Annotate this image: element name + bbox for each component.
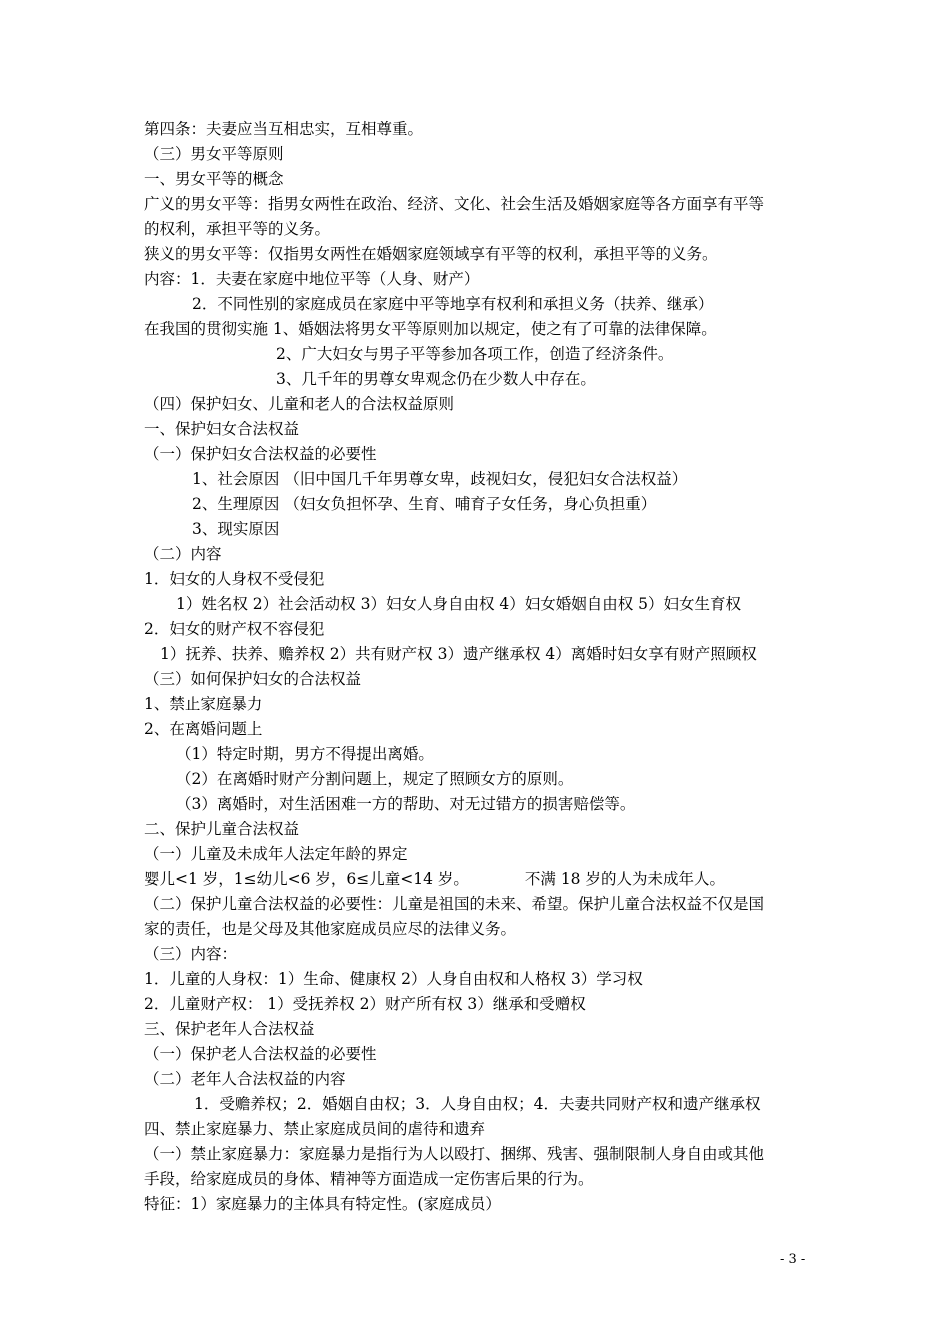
violence-definition-line-1: （一）禁止家庭暴力：家庭暴力是指行为人以殴打、捆绑、残害、强制限制人身自由或其他 bbox=[144, 1145, 765, 1163]
elderly-rights-list: 1．受赡养权；2．婚姻自由权；3．人身自由权；4．夫妻共同财产权和遗产继承权 bbox=[194, 1095, 761, 1113]
property-rights-heading: 2．妇女的财产权不容侵犯 bbox=[144, 620, 325, 638]
minor-definition: 不满 18 岁的人为未成年人。 bbox=[524, 870, 725, 888]
children-content-heading: （三）内容： bbox=[144, 945, 238, 963]
violence-definition-line-2: 手段，给家庭成员的身体、精神等方面造成一定伤害后果的行为。 bbox=[144, 1170, 594, 1188]
personal-rights-heading: 1．妇女的人身权不受侵犯 bbox=[144, 570, 325, 588]
page-number: - 3 - bbox=[780, 1252, 806, 1267]
section-4-heading: （四）保护妇女、儿童和老人的合法权益原则 bbox=[144, 395, 455, 413]
subheading-concept: 一、男女平等的概念 bbox=[144, 170, 284, 188]
divorce-item-2: （2）在离婚时财产分割问题上，规定了照顾女方的原则。 bbox=[176, 770, 574, 788]
broad-definition-line-2: 的权利，承担平等的义务。 bbox=[144, 220, 331, 238]
broad-definition-line-1: 广义的男女平等：指男女两性在政治、经济、文化、社会生活及婚姻家庭等各方面享有平等 bbox=[144, 195, 765, 213]
divorce-item-3: （3）离婚时，对生活困难一方的帮助、对无过错方的损害赔偿等。 bbox=[176, 795, 636, 813]
divorce-issue-heading: 2、在离婚问题上 bbox=[144, 720, 263, 738]
divorce-item-1: （1）特定时期，男方不得提出离婚。 bbox=[176, 745, 434, 763]
children-necessity-line-2: 家的责任，也是父母及其他家庭成员应尽的法律义务。 bbox=[144, 920, 517, 938]
age-ranges: 婴儿<1 岁，1≤幼儿<6 岁，6≤儿童<14 岁。 bbox=[144, 870, 469, 888]
article-4-line: 第四条：夫妻应当互相忠实，互相尊重。 bbox=[144, 120, 424, 138]
section-3-heading: （三）男女平等原则 bbox=[144, 145, 284, 163]
physiological-reason: 2、生理原因 （妇女负担怀孕、生育、哺育子女任务，身心负担重） bbox=[192, 495, 657, 513]
narrow-definition: 狭义的男女平等：仅指男女两性在婚姻家庭领域享有平等的权利，承担平等的义务。 bbox=[144, 245, 718, 263]
elderly-necessity-heading: （一）保护老人合法权益的必要性 bbox=[144, 1045, 377, 1063]
implementation-item-1: 在我国的贯彻实施 1、婚姻法将男女平等原则加以规定，使之有了可靠的法律保障。 bbox=[144, 320, 717, 338]
subheading-elderly: 三、保护老年人合法权益 bbox=[144, 1020, 315, 1038]
elderly-content-heading: （二）老年人合法权益的内容 bbox=[144, 1070, 346, 1088]
women-content-heading: （二）内容 bbox=[144, 545, 222, 563]
women-necessity-heading: （一）保护妇女合法权益的必要性 bbox=[144, 445, 377, 463]
practical-reason: 3、现实原因 bbox=[192, 520, 280, 538]
property-rights-list: 1）抚养、扶养、赡养权 2）共有财产权 3）遗产继承权 4）离婚时妇女享有财产照顾权 bbox=[160, 645, 757, 663]
content-item-1: 内容：1．夫妻在家庭中地位平等（人身、财产） bbox=[144, 270, 480, 288]
age-definition-line bbox=[144, 868, 725, 890]
subheading-children: 二、保护儿童合法权益 bbox=[144, 820, 300, 838]
children-personal-rights: 1．儿童的人身权：1）生命、健康权 2）人身自由权和人格权 3）学习权 bbox=[144, 970, 643, 988]
violence-feature-1: 特征：1）家庭暴力的主体具有特定性。(家庭成员） bbox=[144, 1195, 501, 1213]
implementation-item-3: 3、几千年的男尊女卑观念仍在少数人中存在。 bbox=[276, 370, 596, 388]
children-property-rights: 2．儿童财产权： 1）受抚养权 2）财产所有权 3）继承和受赠权 bbox=[144, 995, 586, 1013]
subheading-domestic-violence: 四、禁止家庭暴力、禁止家庭成员间的虐待和遗弃 bbox=[144, 1120, 486, 1138]
social-reason: 1、社会原因 （旧中国几千年男尊女卑，歧视妇女，侵犯妇女合法权益） bbox=[192, 470, 688, 488]
implementation-item-2: 2、广大妇女与男子平等参加各项工作，创造了经济条件。 bbox=[276, 345, 674, 363]
ban-domestic-violence: 1、禁止家庭暴力 bbox=[144, 695, 263, 713]
content-item-2: 2．不同性别的家庭成员在家庭中平等地享有权利和承担义务（扶养、继承） bbox=[192, 295, 714, 313]
personal-rights-list: 1）姓名权 2）社会活动权 3）妇女人身自由权 4）妇女婚姻自由权 5）妇女生育权 bbox=[176, 595, 742, 613]
how-to-protect-heading: （三）如何保护妇女的合法权益 bbox=[144, 670, 362, 688]
children-necessity-line-1: （二）保护儿童合法权益的必要性：儿童是祖国的未来、希望。保护儿童合法权益不仅是国 bbox=[144, 895, 765, 913]
subheading-women: 一、保护妇女合法权益 bbox=[144, 420, 300, 438]
children-age-heading: （一）儿童及未成年人法定年龄的界定 bbox=[144, 845, 408, 863]
